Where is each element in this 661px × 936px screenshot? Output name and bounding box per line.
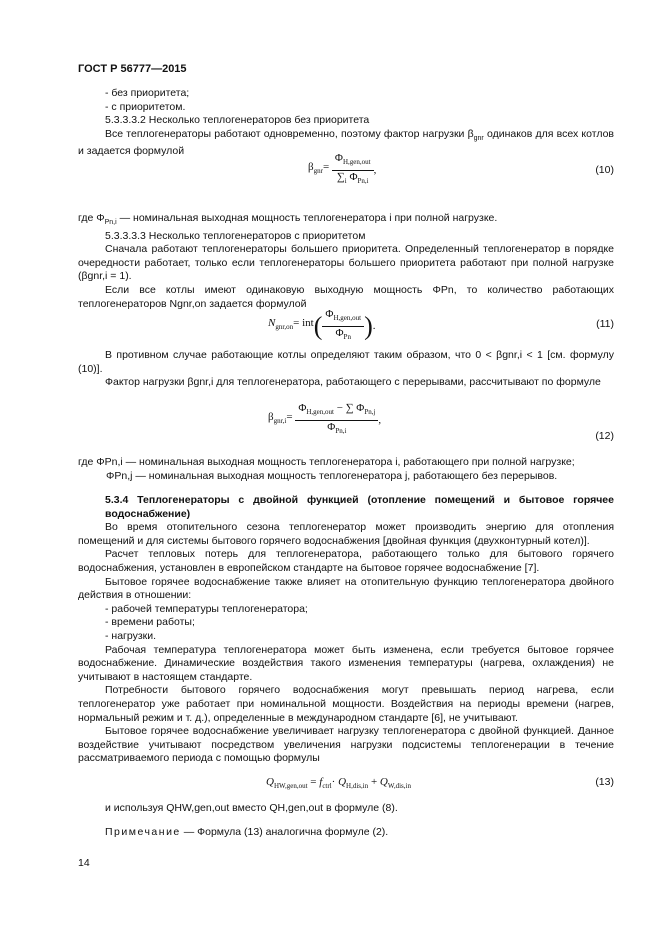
paragraph: Сначала работают теплогенераторы большего приоритета. Определенный теплогенератор в порядке очередности работает, только если теплогенераторы большего приоритета работают при полной нагрузке (βgnr,i = 1). [78, 243, 614, 283]
paragraph: Бытовое горячее водоснабжение также влияет на отопительную функцию теплогенератора двойного действия в отношении: [78, 575, 614, 602]
closing [78, 802, 614, 839]
note: Примечание — Формула (13) аналогична формуле (2). [105, 825, 389, 838]
paragraph: Рабочая температура теплогенератора может быть изменена, если требуется бытовое горячее водоснабжение. Динамические воздействия такого изменения температуры (нагрева, охлаждения) не учитывают в настоящем стандарте. [78, 643, 614, 683]
section-5-3-4 [78, 494, 614, 766]
list-item: - рабочей температуры теплогенератора; [105, 602, 308, 615]
where-line: где ΦPn,i — номинальная выходная мощность теплогенератора i, работающего при полной нагрузке; [78, 456, 575, 468]
section-heading: 5.3.3.3.2 Несколько теплогенераторов без приоритета [105, 114, 370, 127]
document-header: ГОСТ Р 56777—2015 [78, 63, 187, 75]
where-clause: где $\Phi_{Pn,i}$ — номинальная выходная мощность теплогенератора i при полной нагрузке. [78, 212, 498, 227]
section-heading: 5.3.3.3.3 Несколько теплогенераторов с приоритетом [105, 229, 366, 242]
list-item: - без приоритета; [105, 87, 190, 99]
paragraph: Во время отопительного сезона теплогенератор может производить энергию для отопления помещений и для системы бытового горячего водоснабжения [двойная функция (двухконтурный котел)]. [78, 521, 614, 547]
list-item: - с приоритетом. [105, 100, 186, 113]
where-clause-12 [78, 456, 614, 483]
paragraph: Фактор нагрузки βgnr,i для теплогенератора, работающего с перерывами, рассчитывают по формуле [105, 376, 601, 389]
paragraph: Все теплогенераторы работают одновременно, поэтому фактор нагрузки $\beta_{gnr}$ одинаков для всех котлов и задается формулой [78, 127, 614, 158]
equation-number: (10) [595, 164, 614, 176]
top-list [78, 87, 614, 159]
paragraphs-after-11 [78, 349, 614, 390]
paragraph: Потребности бытового горячего водоснабжения могут превышать период нагрева, если теплогенератор уже работает при номинальной мощности. Воздействия на периоды времени (нагрев, нормальный режим и т. д.), определенные в международном стандарте [6], не учитывают. [78, 684, 614, 724]
equation-12: $\beta_{gnr,i}=$ $\frac{\Phi_{H,gen,out} - \sum \Phi_{Pn,j}}{\Phi_{Pn,i}}$ , (12) [268, 402, 614, 442]
page-number: 14 [78, 857, 90, 869]
equation-number: (11) [596, 318, 614, 330]
equation-13: $Q_{HW,gen,out} = f_{ctrl}\cdot Q_{H,dis,in} + Q_{W,dis,in}$ (13) [266, 776, 614, 791]
paragraph: В противном случае работающие котлы определяют таким образом, что 0 < βgnr,i < 1 [см. формулу (10)]. [78, 349, 614, 375]
equation-number: (12) [595, 430, 614, 442]
section-5-3-3-3-3 [78, 212, 614, 311]
where-line: ΦPn,j — номинальная выходная мощность теплогенератора j, работающего без перерывов. [106, 469, 558, 482]
paragraph: Расчет тепловых потерь для теплогенератора, работающего только для бытового горячего водоснабжения, установлен в европейском стандарте на бытовое горячее водоснабжение [7]. [78, 548, 614, 574]
equation-10: $\beta_{gnr}=$ $\frac{\Phi_{H,gen,out}}{\sum_i \Phi_{Pn,i}}$ , (10) [78, 152, 614, 196]
list-item: - нагрузки. [105, 629, 157, 642]
paragraph: Бытовое горячее водоснабжение увеличивает нагрузку теплогенератора с двойной функцией. Данное воздействие учитывают посредством увеличения нагрузки подсистемы теплогенерации в течение рассматриваемого периода с помощью формулы [78, 725, 614, 765]
paragraph: и используя QHW,gen,out вместо QH,gen,out в формуле (8). [105, 802, 398, 814]
equation-11: $N_{gnr,on}= int$( $\frac{\Phi_{H,gen,out}}{\Phi_{Pn}}$ ). (11) [78, 308, 614, 348]
list-item: - времени работы; [105, 616, 195, 629]
equation-number: (13) [595, 776, 614, 788]
paragraph: Если все котлы имеют одинаковую выходную мощность ΦPn, то количество работающих теплогенераторов Ngnr,on задается формулой [78, 284, 614, 310]
section-heading: 5.3.4 Теплогенераторы с двойной функцией (отопление помещений и бытовое горячее водоснабжение) [105, 494, 614, 520]
